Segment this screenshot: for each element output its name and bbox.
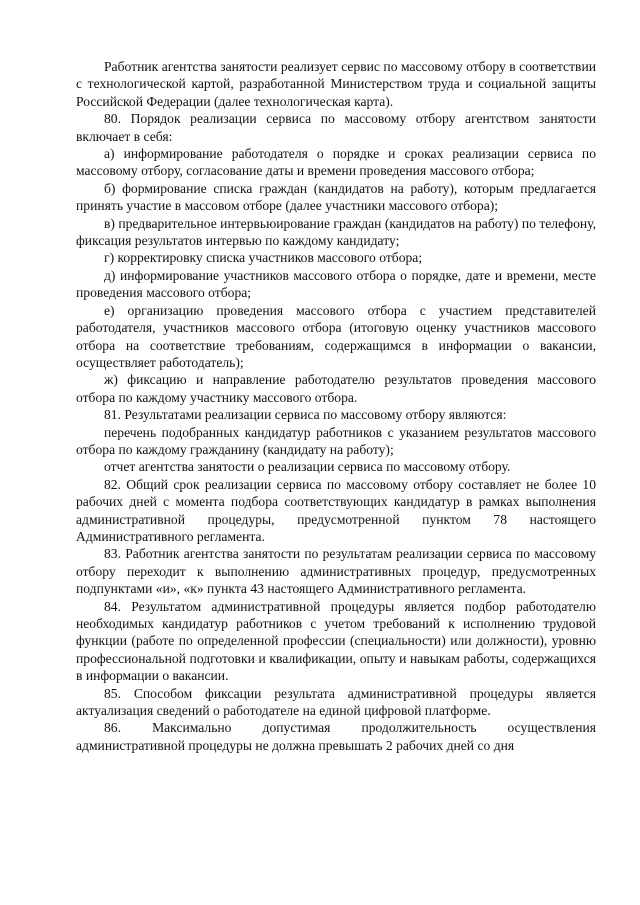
paragraph: е) организацию проведения массового отбора с участием представителей работодателя, участников массового отбора (итоговую оценку участников массового отбора на соответствие требованиям, содержащимся в информации о вакансии, осуществляет работодатель); — [76, 302, 596, 370]
paragraph: б) формирование списка граждан (кандидатов на работу), которым предлагается принять участие в массовом отборе (далее участники массового отбора); — [76, 180, 596, 214]
paragraph: 84. Результатом административной процедуры является подбор работодателю необходимых кандидатур работников с учетом требований к исполнению трудовой функции (работе по определенной профессии (специальности) или должности), уровню профессиональной подготовки и квалификации, опыту и навыкам работы, содержащихся в информации о вакансии. — [76, 598, 596, 684]
paragraph: отчет агентства занятости о реализации сервиса по массовому отбору. — [104, 459, 511, 475]
paragraph: 82. Общий срок реализации сервиса по массовому отбору составляет не более 10 рабочих дней с момента подбора соответствующих кандидатур в рамках выполнения административной процедуры, предусмотренной пунктом 78 настоящего Административного регламента. — [76, 476, 596, 544]
paragraph: д) информирование участников массового отбора о порядке, дате и времени, месте проведения массового отбора; — [76, 267, 596, 301]
paragraph: 83. Работник агентства занятости по результатам реализации сервиса по массовому отбору переходит к выполнению административных процедур, предусмотренных подпунктами «и», «к» пункта 43 настоящего Административного регламента. — [76, 546, 596, 597]
paragraph: в) предварительное интервьюирование граждан (кандидатов на работу) по телефону, фиксация результатов интервью по каждому кандидату; — [76, 215, 596, 249]
paragraph: а) информирование работодателя о порядке и сроках реализации сервиса по массовому отбору, согласование даты и времени проведения массового отбора; — [76, 146, 596, 179]
paragraph: ж) фиксацию и направление работодателю результатов проведения массового отбора по каждому участнику массового отбора. — [76, 372, 596, 405]
paragraph: перечень подобранных кандидатур работников с указанием результатов массового отбора по каждому гражданину (кандидату на работу); — [76, 424, 596, 457]
paragraph: 85. Способом фиксации результата административной процедуры является актуализация сведений о работодателе на единой цифровой платформе. — [76, 685, 596, 719]
document-page — [76, 58, 596, 898]
paragraph: 86. Максимально допустимая продолжительность осуществления административной процедуры не должна превышать 2 рабочих дней со дня — [76, 720, 596, 753]
paragraph: Работник агентства занятости реализует сервис по массовому отбору в соответствии с технологической картой, разработанной Министерством труда и социальной защиты Российской Федерации (далее технологическая карта). — [76, 59, 596, 109]
paragraph: 80. Порядок реализации сервиса по массовому отбору агентством занятости включает в себя: — [76, 111, 596, 144]
paragraph: г) корректировку списка участников массового отбора; — [104, 250, 423, 266]
paragraph: 81. Результатами реализации сервиса по массовому отбору являются: — [104, 407, 507, 423]
